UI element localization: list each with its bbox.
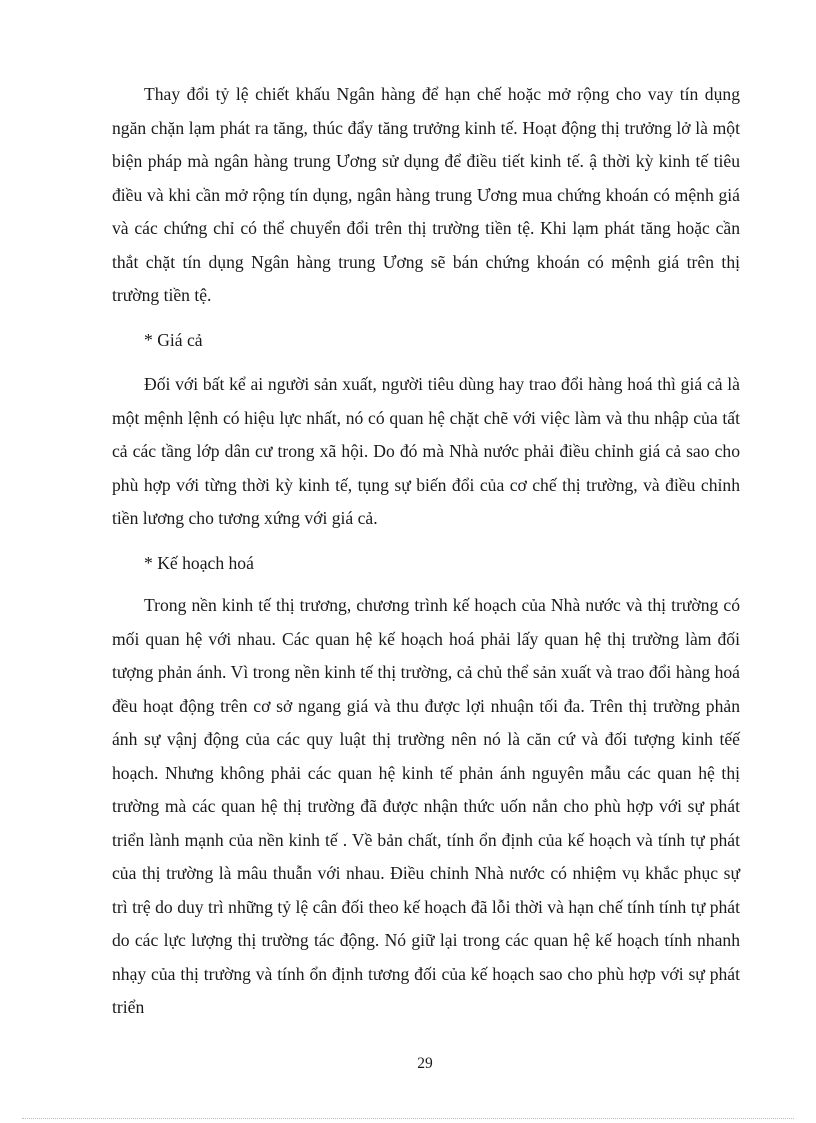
body-text-section-1 (112, 78, 740, 313)
paragraph-prices: Đối với bất kể ai người sản xuất, người tiêu dùng hay trao đổi hàng hoá thì giá cả là một mệnh lệnh có hiệu lực nhất, nó có quan hệ chặt chẽ với việc làm và thu nhập của tất cả các tầng lớp dân cư trong xã hội. Do đó mà Nhà nước phải điều chỉnh giá cả sao cho phù hợp với từng thời kỳ kinh tế, tụng sự biến đổi của cơ chế thị trường, và điều chỉnh tiền lương cho tương xứng với giá cả. (112, 374, 740, 528)
page-number: 29 (417, 1055, 433, 1072)
body-text-section-3 (112, 589, 740, 1025)
paragraph-discount-rate: Thay đổi tỷ lệ chiết khấu Ngân hàng để hạn chế hoặc mở rộng cho vay tín dụng ngăn chặn lạm phát ra tăng, thúc đẩy tăng trưởng kinh tế. Hoạt động thị trưởng lở là một biện pháp mà ngân hàng trung Ương sử dụng để điều tiết kinh tế. ậ thời kỳ kinh tế tiêu điều và khi cần mở rộng tín dụng, ngân hàng trung Ương mua chứng khoán có mệnh giá và các chứng chỉ có thể chuyển đổi trên thị trường tiền tệ. Khi lạm phát tăng hoặc cần thắt chặt tín dụng Ngân hàng trung Ương sẽ bán chứng khoán có mệnh giá trên thị trường tiền tệ. (112, 84, 740, 305)
section-heading-gia-ca: * Giá cả (144, 330, 203, 350)
page-bottom-divider (22, 1118, 794, 1119)
body-text-section-2 (112, 368, 740, 536)
paragraph-planning: Trong nền kinh tế thị trương, chương trình kế hoạch của Nhà nước và thị trường có mối quan hệ với nhau. Các quan hệ kế hoạch hoá phải lấy quan hệ thị trường làm đối tượng phản ánh. Vì trong nền kinh tế thị trường, cả chủ thể sản xuất và trao đổi hàng hoá đều hoạt động trên cơ sở ngang giá và thu được lợi nhuận tối đa. Trên thị trường phản ánh sự vậnj động của các quy luật thị trường nên nó là căn cứ và đối tượng kinh tếế hoạch. Nhưng không phải các quan hệ kinh tế phản ánh nguyên mẫu các quan hệ thị trường mà các quan hệ thị trường đã được nhận thức uốn nắn cho phù hợp với sự phát triển lành mạnh của nền kinh tế . Về bản chất, tính ổn định của kế hoạch và tính tự phát của thị trường là mâu thuẫn với nhau. Điều chỉnh Nhà nước có nhiệm vụ khắc phục sự trì trệ do duy trì những tỷ lệ cân đối theo kế hoạch đã lỗi thời và hạn chế tính tính tự phát do các lực lượng thị trường tác động. Nó giữ lại trong các quan hệ kế hoạch tính nhanh nhạy của thị trường và tính ổn định tương đối của kế hoạch sao cho phù hợp với sự phát triển (112, 595, 740, 1017)
section-heading-ke-hoach-hoa: * Kế hoạch hoá (144, 553, 254, 573)
